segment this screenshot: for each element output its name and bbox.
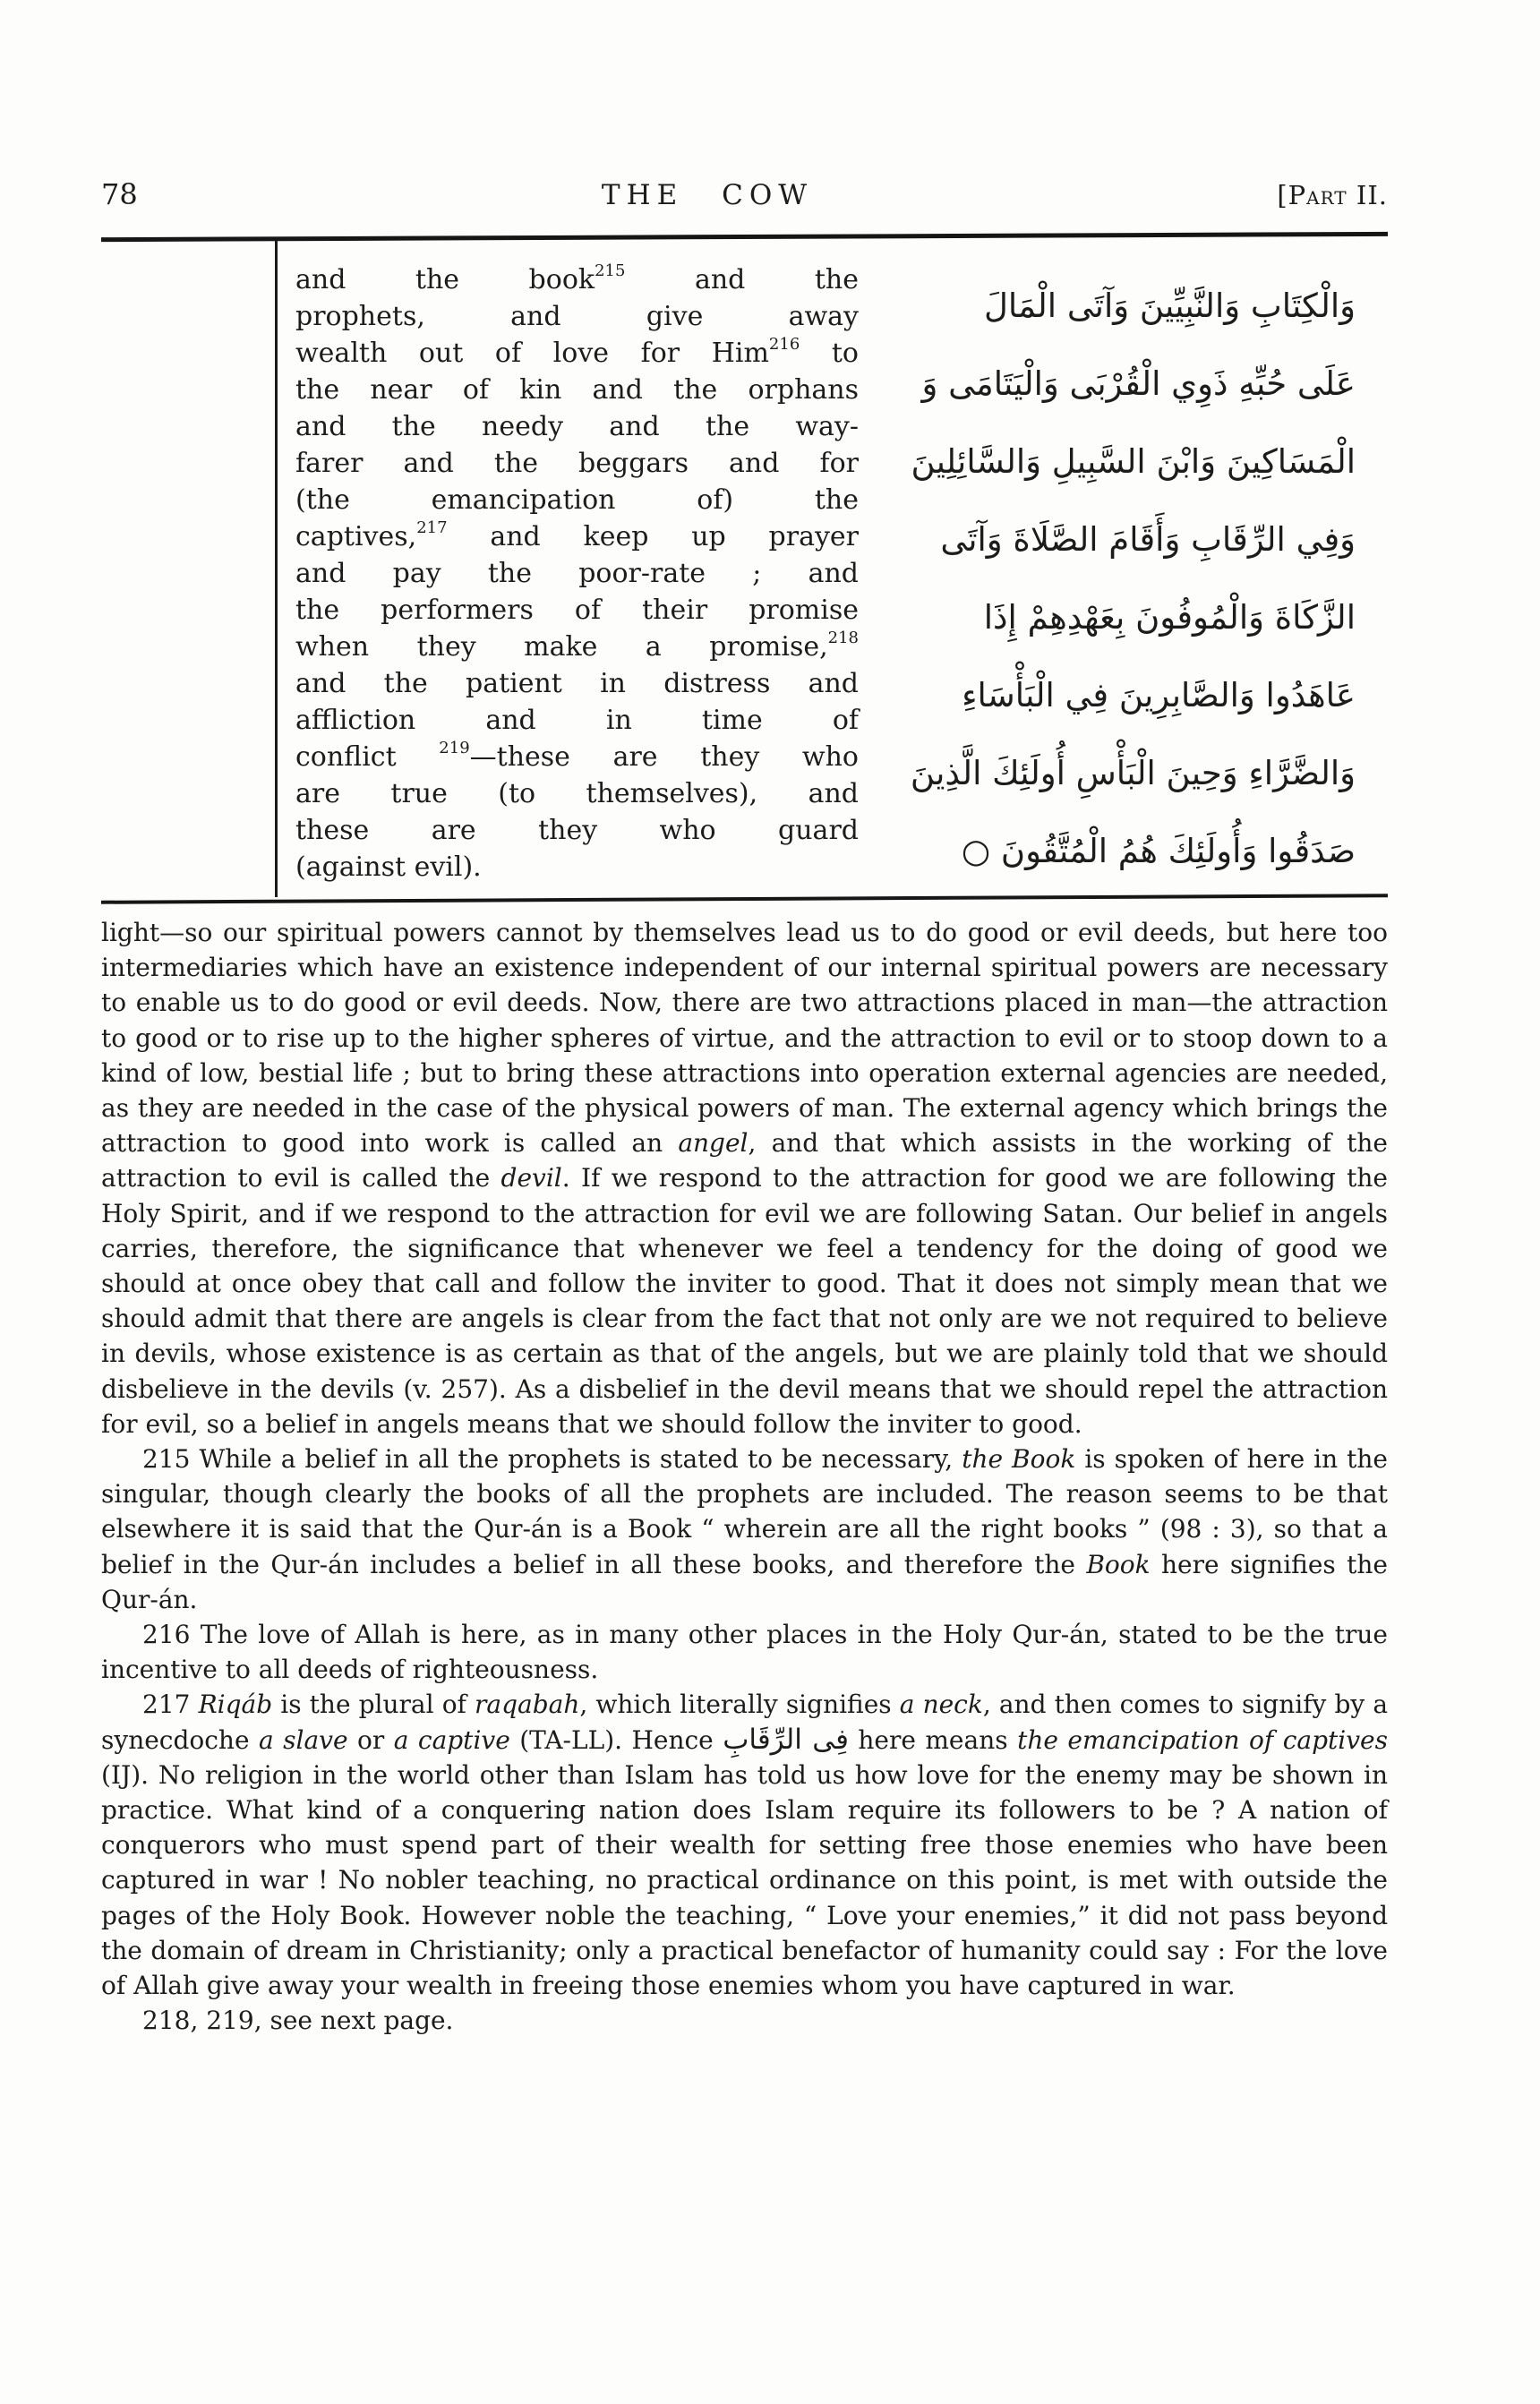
verse-arabic-line: عَلَى حُبِّهِ ذَوِي الْقُرْبَى وَالْيَتَامَى وَ (921, 364, 1356, 403)
verse-english-line: when they make a promise,$^{218}$ (295, 629, 859, 663)
verse-english-column (275, 240, 859, 897)
verse-english-line: and pay the poor-rate ; and (295, 558, 859, 589)
verse-arabic-line: الزَّكَاةَ وَالْمُوفُونَ بِعَهْدِهِمْ إِذَا (983, 598, 1356, 637)
verse-english-line: affliction and in time of (295, 705, 859, 736)
verse-english-line: the performers of their promise (295, 595, 859, 626)
verse-english-line: these are they who guard (295, 815, 859, 846)
verse-english-line: farer and the beggars and for (295, 448, 859, 479)
verse-english-line: wealth out of love for Him$^{216}$ to (295, 335, 859, 369)
verse-english-line: are true (to themselves), and (295, 778, 859, 809)
commentary-section (101, 915, 1388, 2039)
commentary-paragraph: 217 Riqáb is the plural of raqabah, which literally signifies a neck, and then comes to signify by a synecdoche a slave or a captive (TA-LL). Hence فِى الرِّقَابِ here means the emancipation of captives (IJ). No religion in the world other than Islam has told us how love for the enemy may be shown in practice. What kind of a conquering nation does Islam require its followers to be ? A nation of conquerors who must spend part of their wealth for setting free those enemies who have been captured in war ! No nobler teaching, no practical ordinance on this point, is met with outside the pages of the Holy Book. However noble the teaching, “ Love your enemies,” it did not pass beyond the domain of dream in Christianity; only a practical benefactor of humanity could say : For the love of Allah give away your wealth in freeing those enemies whom you have captured in war. (101, 1690, 1389, 2001)
verse-english-line: conflict $^{219}$—these are they who (295, 739, 859, 773)
running-title: THE COW (601, 179, 814, 211)
page-number: 78 (101, 177, 138, 211)
verse-english-line: and the needy and the way- (295, 411, 859, 442)
part-label: [Part II. (1277, 180, 1388, 210)
footnote-continuation-note: 218, 219, see next page. (142, 2006, 454, 2036)
verse-arabic-line: صَدَقُوا وَأُولَئِكَ هُمُ الْمُتَّقُونَ ○ (961, 832, 1356, 870)
verse-english-line: and the patient in distress and (295, 668, 859, 699)
verse-arabic-line: عَاهَدُوا وَالصَّابِرِينَ فِي الْبَأْسَاءِ (962, 676, 1356, 714)
commentary-paragraphs (101, 915, 1388, 2003)
verse-english-line: (the emancipation of) the (295, 484, 859, 516)
verse-english-line: captives,$^{217}$ and keep up prayer (295, 518, 859, 552)
verse-english-line: (against evil). (295, 851, 482, 883)
verse-section (101, 240, 1388, 897)
verse-arabic-line: وَالضَّرَّاءِ وَحِينَ الْبَأْسِ أُولَئِكَ الَّذِينَ (910, 754, 1356, 792)
verse-arabic-line: وَالْكِتَابِ وَالنَّبِيِّينَ وَآتَى الْمَالَ (983, 287, 1356, 325)
commentary-paragraph: 215 While a belief in all the prophets is stated to be necessary, the Book is spoken of here in the singular, though clearly the books of all the prophets are included. The reason seems to be that elsewhere it is said that the Qur-án is a Book “ wherein are all the right books ” (98 : 3), so that a belief in the Qur-án includes a belief in all these books, and therefore the Book here signifies the Qur-án. (101, 1444, 1389, 1614)
commentary-paragraph: 216 The love of Allah is here, as in many other places in the Holy Qur-án, stated to be the true incentive to all deeds of righteousness. (101, 1620, 1388, 1685)
verse-arabic-column (859, 240, 1388, 897)
verse-english-line: prophets, and give away (295, 301, 859, 332)
verse-arabic-line: وَفِي الرِّقَابِ وَأَقَامَ الصَّلَاةَ وَآتَى (940, 520, 1356, 559)
verse-english-line: and the book$^{215}$ and the (295, 261, 859, 295)
commentary-paragraph: light—so our spiritual powers cannot by themselves lead us to do good or evil deeds, but here too intermediaries which have an existence independent of our internal spiritual powers are necessary to enable us to do good or evil deeds. Now, there are two attractions placed in man—the attraction to good or to rise up to the higher spheres of virtue, and the attraction to evil or to stoop down to a kind of low, bestial life ; but to bring these attractions into operation external agencies are needed, as they are needed in the case of the physical powers of man. The external agency which brings the attraction to good into work is called an angel, and that which assists in the working of the attraction to evil is called the devil. If we respond to the attraction for good we are following the Holy Spirit, and if we respond to the attraction for evil we are following Satan. Our belief in angels carries, therefore, the significance that whenever we feel a tendency for the doing of good we should at once obey that call and follow the inviter to good. That it does not simply mean that we should admit that there are angels is clear from the fact that not only are we not required to believe in devils, whose existence is as certain as that of the angels, but we are plainly told that we should disbelieve in the devils (v. 257). As a disbelief in the devil means that we should repel the attraction for evil, so a belief in angels means that we should follow the inviter to good. (101, 918, 1388, 1439)
verse-english-line: the near of kin and the orphans (295, 374, 859, 406)
verse-arabic-line: الْمَسَاكِينَ وَابْنَ السَّبِيلِ وَالسَّائِلِينَ (911, 442, 1356, 481)
page-header (101, 177, 1388, 211)
